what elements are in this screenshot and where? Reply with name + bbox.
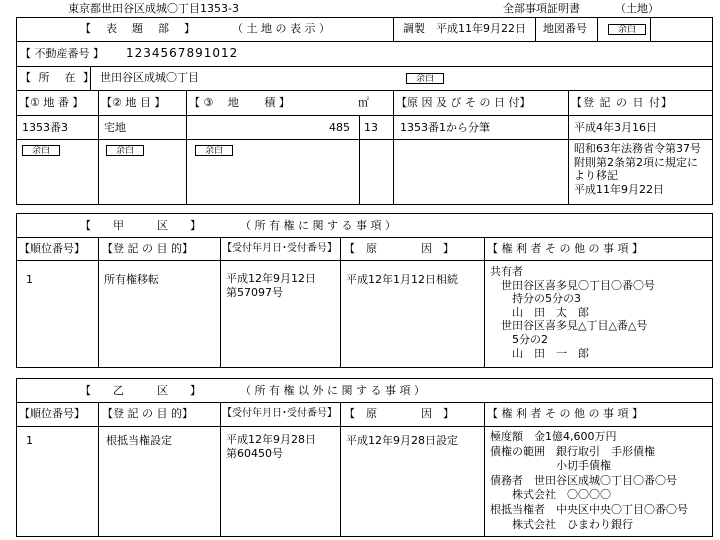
hyodai-subtitle: （ 土 地 の 表 示 ） <box>232 22 330 35</box>
otsu-subtitle: （ 所 有 権 以 外 に 関 す る 事 項 ） <box>240 384 425 397</box>
document-title: 全部事項証明書 <box>503 2 580 15</box>
margin-stamp: 余白 <box>608 24 646 35</box>
kou-holder-line: 世田谷区喜多見△丁目△番△号 <box>490 319 648 333</box>
kou-col-holders: 【 権 利 者 そ の 他 の 事 項 】 <box>487 242 643 255</box>
kou-title: 【 甲 区 】 <box>80 219 201 232</box>
area-integer: 485 <box>329 121 350 134</box>
otsu-col-rank: 【順位番号】 <box>19 407 85 420</box>
kou-holder-line: 山 田 一 郎 <box>490 346 589 360</box>
fudosan-label: 【 不動産番号 】 <box>20 47 104 60</box>
margin-stamp: 余白 <box>406 73 444 84</box>
chimoku-value: 宅地 <box>104 121 126 134</box>
transfer-note-line: 平成11年9月22日 <box>574 182 664 196</box>
col-chimoku: 【② 地 目 】 <box>101 96 166 109</box>
location-label: 【 所 在 】 <box>20 71 96 84</box>
otsu-holder-line: 小切手債権 <box>490 459 611 473</box>
otsu-col-received: 【受付年月日･受付番号】 <box>222 408 337 419</box>
otsu-holder-line: 債権の範囲 銀行取引 手形債権 <box>490 444 655 458</box>
fudosan-number: 1234567891012 <box>126 46 239 60</box>
otsu-received-date: 平成12年9月28日 <box>226 433 316 446</box>
kou-col-cause: 【 原 因 】 <box>344 242 454 255</box>
margin-stamp: 余白 <box>22 145 60 156</box>
col-area-unit: ㎡ <box>358 96 369 109</box>
kou-holder-line: 共有者 <box>490 265 523 278</box>
kou-holders <box>490 265 655 360</box>
kou-rank: 1 <box>26 273 33 286</box>
kou-subtitle: （ 所 有 権 に 関 す る 事 項 ） <box>240 219 396 232</box>
col-chiban: 【① 地 番 】 <box>19 96 84 109</box>
kou-holder-line: 持分の5分の3 <box>490 292 581 306</box>
otsu-received-number: 第60450号 <box>226 446 283 460</box>
otsu-rank: 1 <box>26 434 33 447</box>
otsu-col-holders: 【 権 利 者 そ の 他 の 事 項 】 <box>487 407 643 420</box>
kou-col-received: 【受付年月日･受付番号】 <box>222 243 337 254</box>
location-value: 世田谷区成城〇丁目 <box>100 71 199 84</box>
otsu-holder-line: 債務者 世田谷区成城〇丁目〇番〇号 <box>490 473 677 487</box>
map-number-label: 地図番号 <box>543 22 587 35</box>
col-chiseki: 【 ③ 地 積 】 <box>189 96 290 109</box>
otsu-holder-line: 極度額 金1億4,600万円 <box>490 430 617 443</box>
otsu-col-cause: 【 原 因 】 <box>344 407 454 420</box>
kou-col-rank: 【順位番号】 <box>19 242 85 255</box>
kou-received <box>226 272 316 299</box>
otsu-holders <box>490 430 688 532</box>
transfer-note <box>574 142 701 196</box>
kou-purpose: 所有権移転 <box>104 273 159 286</box>
chiban-value: 1353番3 <box>22 121 68 134</box>
kou-col-purpose: 【登 記 の 目 的】 <box>102 242 193 255</box>
kou-holder-line: 山 田 太 郎 <box>490 305 589 319</box>
cause-value: 1353番1から分筆 <box>400 121 490 134</box>
prepared-label: 調製 <box>403 22 425 35</box>
kou-cause: 平成12年1月12日相続 <box>346 273 458 286</box>
margin-stamp: 余白 <box>106 145 144 156</box>
registration-date-value: 平成4年3月16日 <box>574 121 657 134</box>
margin-stamp: 余白 <box>195 145 233 156</box>
document-type: （土地） <box>615 2 659 15</box>
otsu-cause: 平成12年9月28日設定 <box>346 434 458 447</box>
property-address: 東京都世田谷区成城〇丁目1353-3 <box>68 2 239 15</box>
transfer-note-line: より移記 <box>574 169 618 183</box>
kou-holder-line: 5分の2 <box>490 332 548 346</box>
kou-holder-line: 世田谷区喜多見〇丁目〇番〇号 <box>490 278 655 292</box>
otsu-received <box>226 433 316 460</box>
area-decimal: 13 <box>364 121 378 134</box>
hyodai-title: 【 表 題 部 】 <box>80 22 197 35</box>
col-cause: 【原 因 及 び そ の 日 付】 <box>396 96 531 109</box>
otsu-title: 【 乙 区 】 <box>80 384 201 397</box>
transfer-note-line: 昭和63年法務省令第37号 <box>574 142 701 155</box>
transfer-note-line: 附則第2条第2項に規定に <box>574 155 698 169</box>
col-registration-date: 【登 記 の 日 付】 <box>571 96 673 109</box>
kou-received-number: 第57097号 <box>226 285 283 299</box>
otsu-purpose: 根抵当権設定 <box>106 434 172 447</box>
prepared-date: 平成11年9月22日 <box>436 22 526 35</box>
otsu-col-purpose: 【登 記 の 目 的】 <box>102 407 193 420</box>
otsu-holder-line: 根抵当権者 中央区中央〇丁目〇番〇号 <box>490 502 688 516</box>
otsu-holder-line: 株式会社 〇〇〇〇 <box>490 488 611 502</box>
kou-received-date: 平成12年9月12日 <box>226 272 316 285</box>
otsu-holder-line: 株式会社 ひまわり銀行 <box>490 517 633 531</box>
